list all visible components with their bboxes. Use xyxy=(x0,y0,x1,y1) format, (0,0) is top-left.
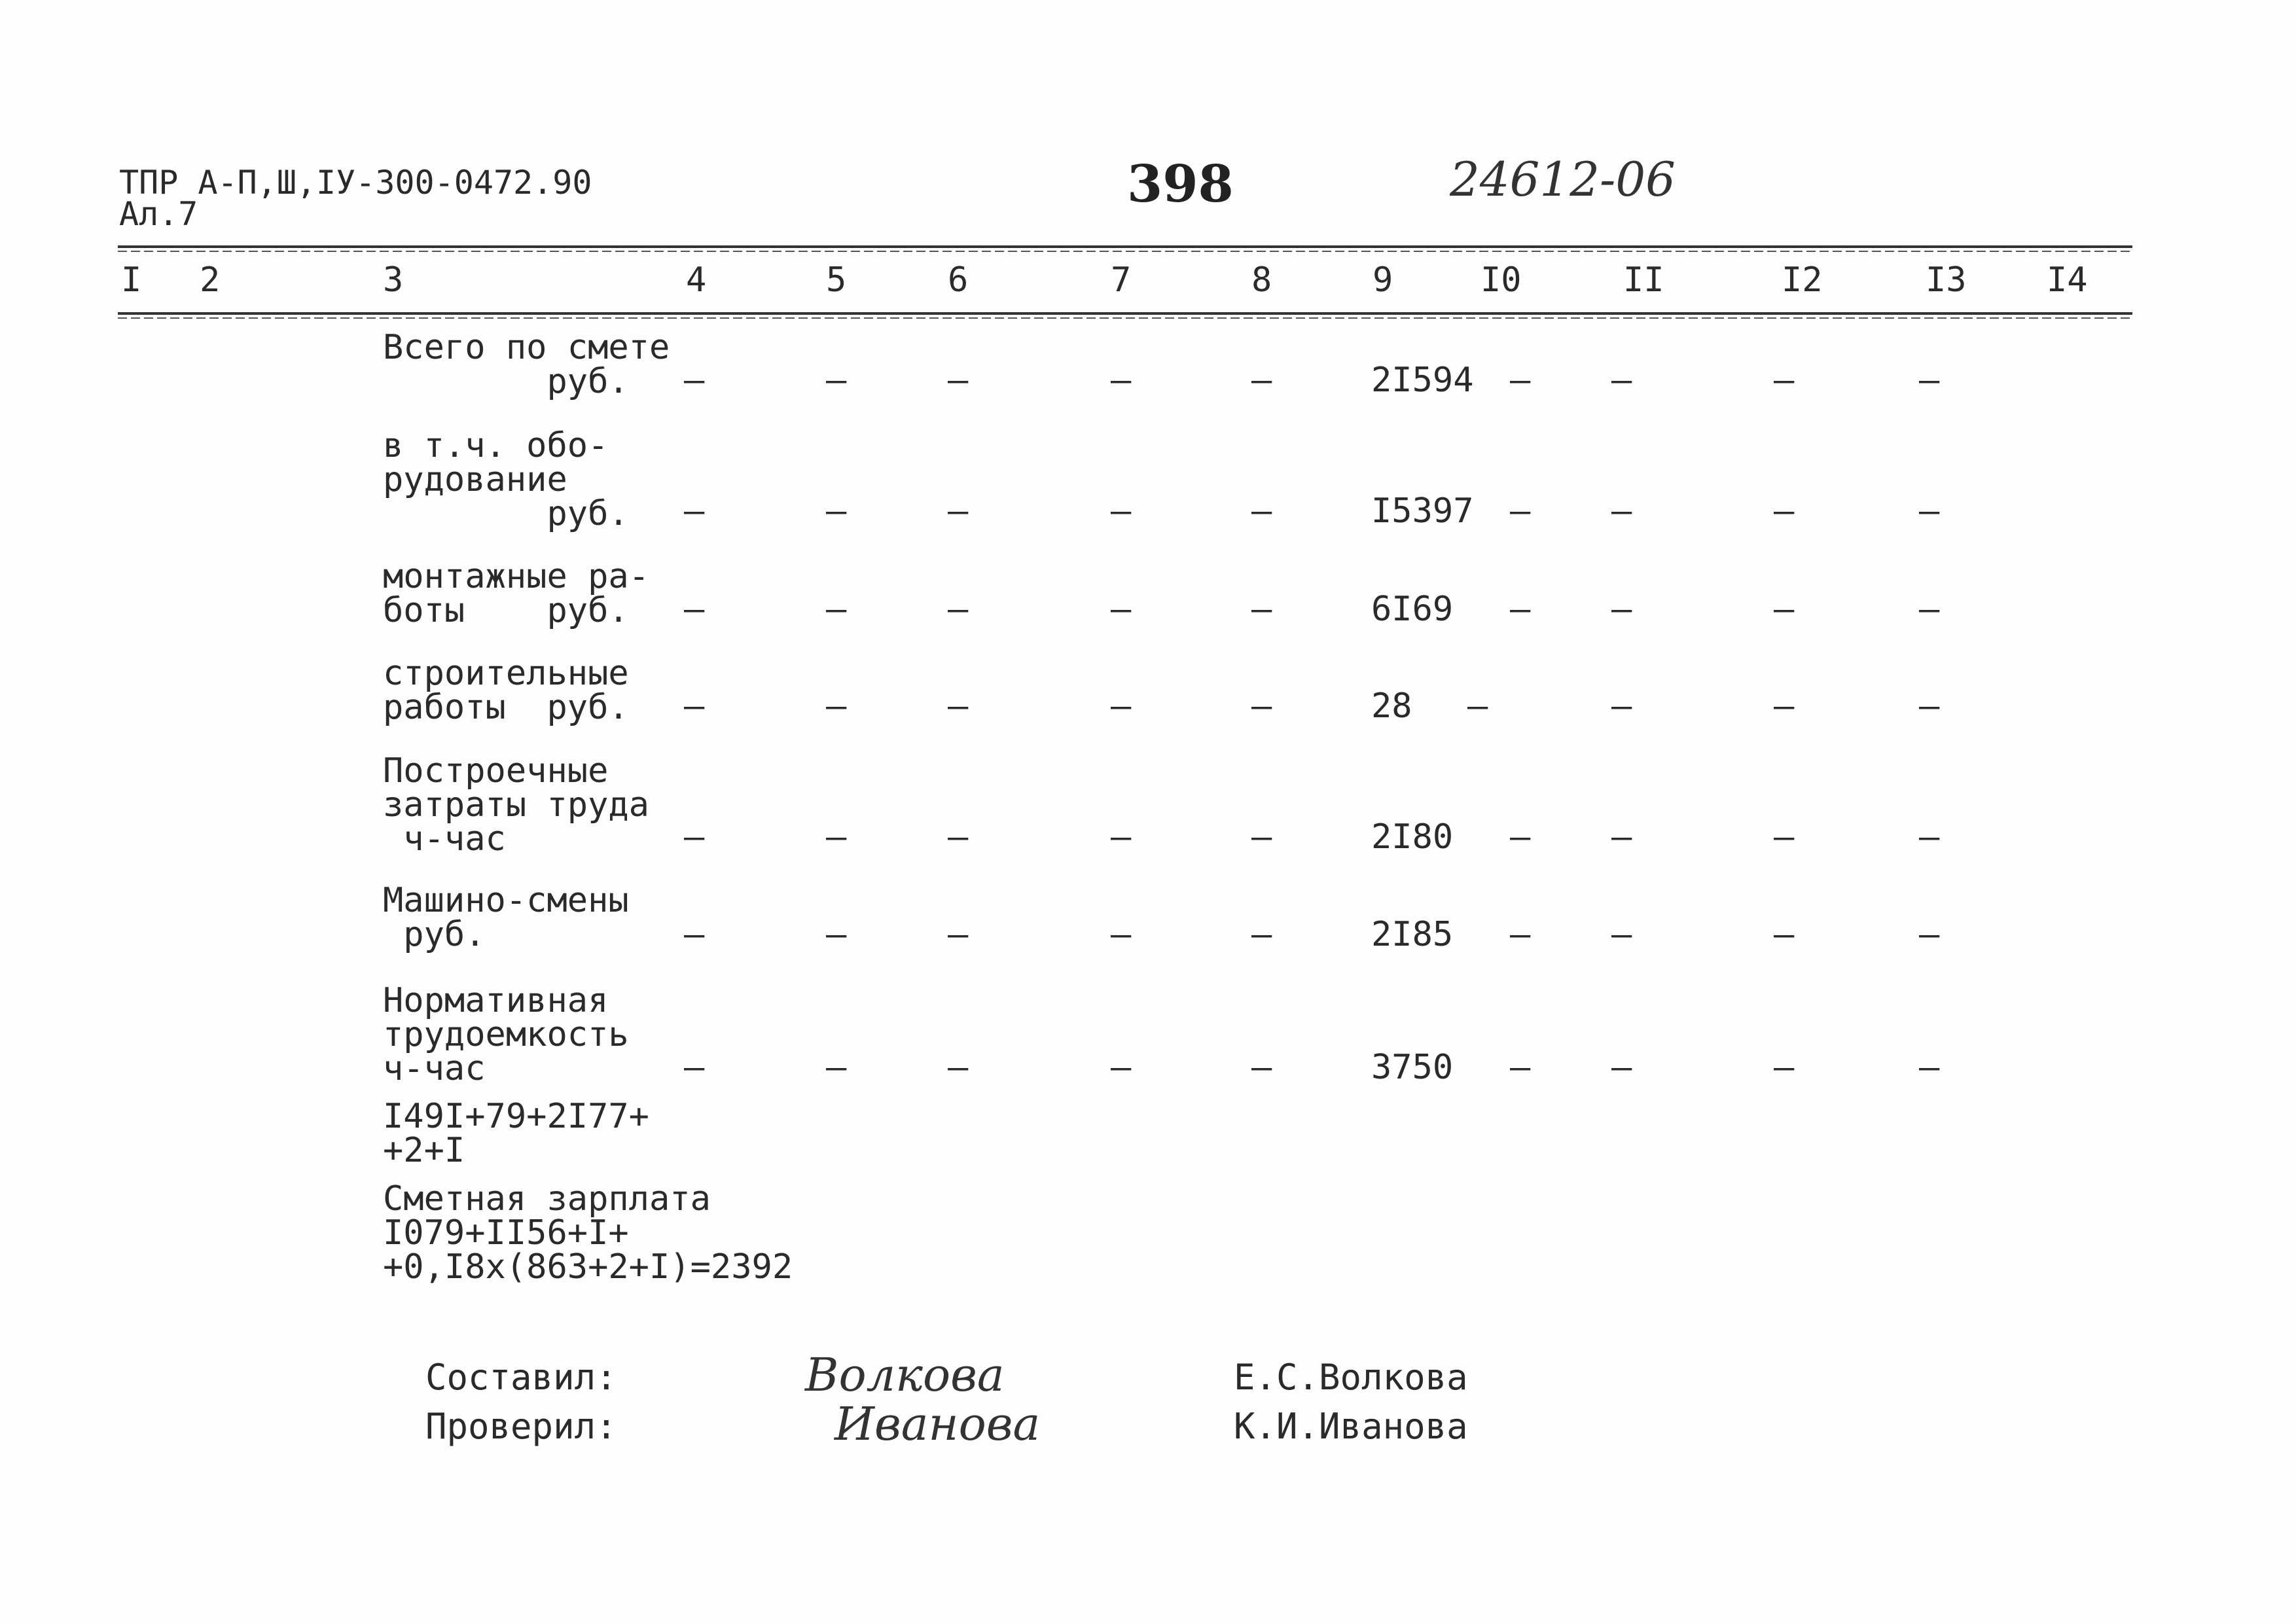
empty-cell-dash: – xyxy=(1510,915,1531,954)
column-number: 2 xyxy=(200,260,221,300)
empty-cell-dash: – xyxy=(1111,491,1132,531)
empty-cell-dash: – xyxy=(1611,590,1632,629)
empty-cell-dash: – xyxy=(1611,915,1632,954)
empty-cell-dash: – xyxy=(826,491,847,531)
empty-cell-dash: – xyxy=(1611,1048,1632,1087)
empty-cell-dash: – xyxy=(1510,1048,1531,1087)
empty-cell-dash: – xyxy=(1774,817,1795,857)
empty-cell-dash: – xyxy=(1774,491,1795,531)
column-number: 3 xyxy=(383,260,404,300)
empty-cell-dash: – xyxy=(826,1048,847,1087)
row-label: Построечные затраты труда ч-час xyxy=(383,751,649,859)
empty-cell-dash: – xyxy=(1774,687,1795,726)
row-value: 3750 xyxy=(1371,1048,1454,1087)
column-number: I4 xyxy=(2047,260,2088,300)
empty-cell-dash: – xyxy=(1467,687,1488,726)
empty-cell-dash: – xyxy=(1774,1048,1795,1087)
empty-cell-dash: – xyxy=(1510,817,1531,857)
row-label: Всего по смете руб. xyxy=(383,328,670,401)
empty-cell-dash: – xyxy=(948,361,969,400)
empty-cell-dash: – xyxy=(684,687,705,726)
column-number: 9 xyxy=(1372,260,1393,300)
column-number: I3 xyxy=(1926,260,1967,300)
page-number: 398 xyxy=(1127,154,1234,214)
column-number: 7 xyxy=(1111,260,1132,300)
empty-cell-dash: – xyxy=(1251,915,1272,954)
empty-cell-dash: – xyxy=(948,1048,969,1087)
labor-calculation: I49I+79+2I77+ +2+I xyxy=(383,1097,649,1170)
column-number: I2 xyxy=(1782,260,1823,300)
empty-cell-dash: – xyxy=(1919,361,1940,400)
row-label: в т.ч. обо- рудование руб. xyxy=(383,426,629,533)
empty-cell-dash: – xyxy=(1111,915,1132,954)
empty-cell-dash: – xyxy=(684,491,705,531)
empty-cell-dash: – xyxy=(684,590,705,629)
row-value: 2I594 xyxy=(1371,361,1474,400)
empty-cell-dash: – xyxy=(684,361,705,400)
empty-cell-dash: – xyxy=(826,687,847,726)
column-number: 8 xyxy=(1251,260,1272,300)
empty-cell-dash: – xyxy=(948,590,969,629)
header-bottom-rule xyxy=(118,310,2132,321)
empty-cell-dash: – xyxy=(1510,491,1531,531)
empty-cell-dash: – xyxy=(1111,590,1132,629)
row-value: 2I85 xyxy=(1371,915,1454,954)
empty-cell-dash: – xyxy=(1111,687,1132,726)
empty-cell-dash: – xyxy=(1919,1048,1940,1087)
empty-cell-dash: – xyxy=(1251,491,1272,531)
empty-cell-dash: – xyxy=(1611,491,1632,531)
top-rule xyxy=(118,243,2132,254)
empty-cell-dash: – xyxy=(1111,1048,1132,1087)
empty-cell-dash: – xyxy=(1251,361,1272,400)
empty-cell-dash: – xyxy=(1919,687,1940,726)
empty-cell-dash: – xyxy=(1774,915,1795,954)
empty-cell-dash: – xyxy=(1251,687,1272,726)
compiled-by-name: Е.С.Волкова xyxy=(1234,1357,1468,1398)
empty-cell-dash: – xyxy=(948,915,969,954)
column-number: I xyxy=(121,260,142,300)
checked-by-name: К.И.Иванова xyxy=(1234,1406,1468,1447)
handwritten-number: 24612-06 xyxy=(1450,152,1676,207)
empty-cell-dash: – xyxy=(1611,687,1632,726)
empty-cell-dash: – xyxy=(1919,491,1940,531)
compiled-by-label: Составил: xyxy=(425,1357,617,1398)
empty-cell-dash: – xyxy=(948,491,969,531)
row-label: строительные работы руб. xyxy=(383,654,629,727)
row-value: I5397 xyxy=(1371,491,1474,531)
empty-cell-dash: – xyxy=(948,817,969,857)
empty-cell-dash: – xyxy=(1919,817,1940,857)
empty-cell-dash: – xyxy=(826,817,847,857)
empty-cell-dash: – xyxy=(1919,590,1940,629)
empty-cell-dash: – xyxy=(826,590,847,629)
column-number: 5 xyxy=(826,260,847,300)
empty-cell-dash: – xyxy=(1510,590,1531,629)
empty-cell-dash: – xyxy=(684,915,705,954)
compiled-signature: Волкова xyxy=(805,1348,1005,1402)
document-code: ТПР А-П,Ш,IУ-300-0472.90 xyxy=(119,164,592,202)
empty-cell-dash: – xyxy=(684,817,705,857)
empty-cell-dash: – xyxy=(1251,1048,1272,1087)
column-number: II xyxy=(1623,260,1664,300)
empty-cell-dash: – xyxy=(1251,590,1272,629)
wage-calculation: Сметная зарплата I079+II56+I+ +0,I8х(863+2+I)=2392 xyxy=(383,1179,793,1287)
empty-cell-dash: – xyxy=(1611,361,1632,400)
empty-cell-dash: – xyxy=(826,915,847,954)
sheet-label: Ал.7 xyxy=(119,195,198,233)
empty-cell-dash: – xyxy=(684,1048,705,1087)
column-number: 6 xyxy=(948,260,969,300)
empty-cell-dash: – xyxy=(1510,361,1531,400)
row-label: монтажные ра- боты руб. xyxy=(383,557,649,630)
empty-cell-dash: – xyxy=(1774,590,1795,629)
checked-signature: Иванова xyxy=(834,1397,1041,1451)
row-label: Машино-смены руб. xyxy=(383,881,629,954)
empty-cell-dash: – xyxy=(1111,361,1132,400)
column-number: 4 xyxy=(686,260,707,300)
column-number: I0 xyxy=(1480,260,1522,300)
empty-cell-dash: – xyxy=(1919,915,1940,954)
row-value: 2I80 xyxy=(1371,817,1454,857)
empty-cell-dash: – xyxy=(948,687,969,726)
row-value: 6I69 xyxy=(1371,590,1454,629)
checked-by-label: Проверил: xyxy=(425,1406,617,1447)
row-value: 28 xyxy=(1371,687,1412,726)
empty-cell-dash: – xyxy=(826,361,847,400)
empty-cell-dash: – xyxy=(1111,817,1132,857)
empty-cell-dash: – xyxy=(1774,361,1795,400)
row-label: Нормативная трудоемкость ч-час xyxy=(383,981,629,1088)
empty-cell-dash: – xyxy=(1251,817,1272,857)
empty-cell-dash: – xyxy=(1611,817,1632,857)
